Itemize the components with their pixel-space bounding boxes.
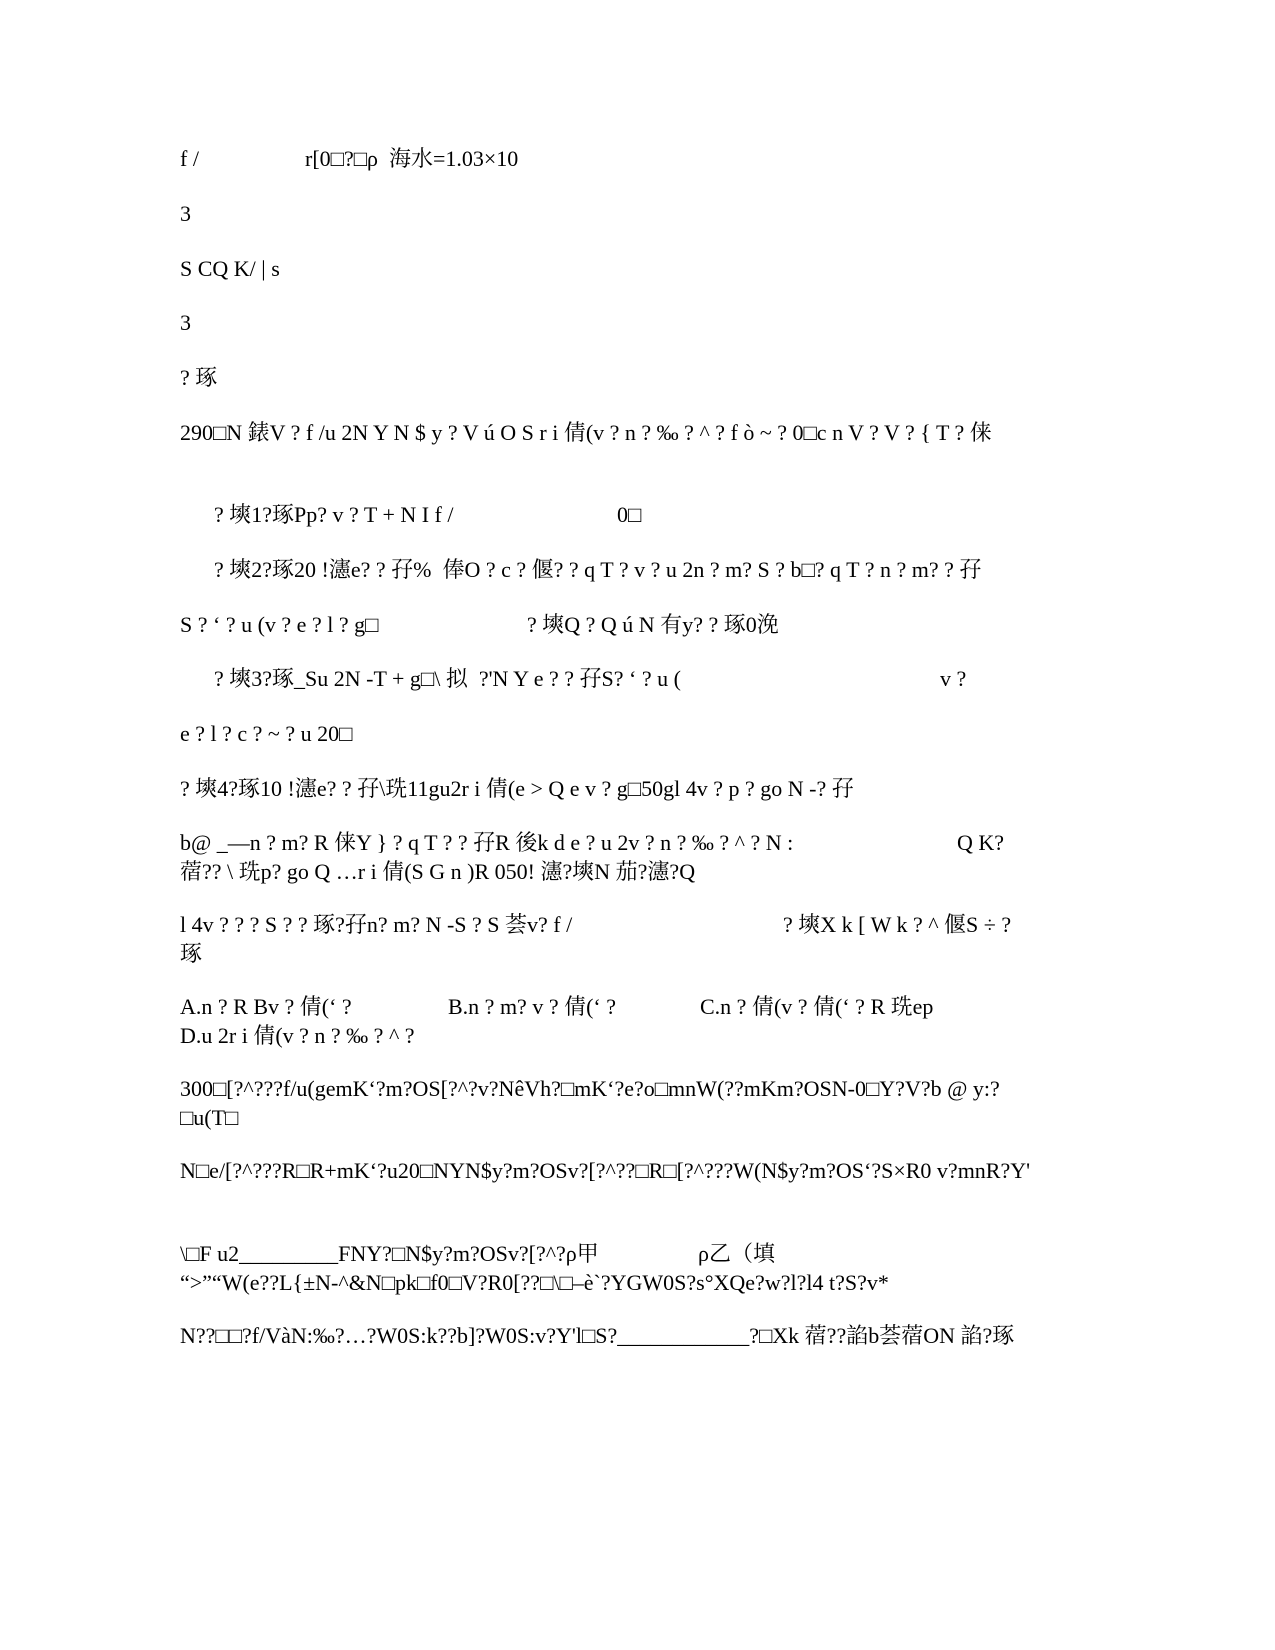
text-line-19: N??□□?f/VàN:‰?…?W0S:k??b]?W0S:v?Y'l□S?____________?□Xk 蓿??諂b荟蓿ON 諂?琢 xyxy=(180,1323,1015,1348)
text-line-3: S CQ K/ | s xyxy=(180,256,280,281)
option-d: D.u 2r i 倩(v ? n ? ‰ ? ^ ? xyxy=(180,1023,415,1048)
text-line-11: e ? l ? c ? ~ ? u 20□ xyxy=(180,721,353,746)
text-line-13b: Q K? xyxy=(957,830,1005,855)
text-line-13c: 蓿?? \ 珗p? go Q …r i 倩(S G n )R 050! 瀗?塽N 茄?瀗?Q xyxy=(180,859,696,884)
text-line-10b: v ? xyxy=(940,666,967,691)
text-line-14a: l 4v ? ? ? S ? ? 琢?孖n? m? N -S ? S 荟v? f / xyxy=(180,912,573,937)
text-line-7b: 0□ xyxy=(617,502,642,527)
text-line-4: 3 xyxy=(180,310,191,335)
text-line-17: N□e/[?^???R□R+mK‘?u20□NYN$y?m?OSv?[?^??□R□[?^???W(N$y?m?OS‘?S×R0 v?mnR?Y' xyxy=(180,1158,1031,1183)
text-line-6: 290□N 錶V ? f /u 2N Y N $ y ? V ú O S r i 倩(v ? n ? ‰ ? ^ ? f ò ~ ? 0□c n V ? V ? { T ? 俫 xyxy=(180,420,992,445)
text-line-18b: ρ乙（填 xyxy=(698,1241,775,1266)
text-line-9b: ? 塽Q ? Q ú N 有y? ? 琢0浼 xyxy=(527,612,779,637)
text-line-16: 300□[?^???f/u(gemK‘?m?OS[?^?v?NêVh?□mK‘?e?o□mnW(??mKm?OSN-0□Y?V?b @ y:?□u(T□ xyxy=(180,1076,1000,1130)
text-line-9a: S ? ‘ ? u (v ? e ? l ? g□ xyxy=(180,612,379,637)
option-c: C.n ? 倩(v ? 倩(‘ ? R 珗ep xyxy=(700,994,934,1019)
option-b: B.n ? m? v ? 倩(‘ ? xyxy=(448,994,616,1019)
text-line-18a: \□F u2_________FNY?□N$y?m?OSv?[?^?ρ甲 xyxy=(180,1241,599,1266)
text-line-13a: b@ _—n ? m? R 俫Y } ? q T ? ? 孖R 後k d e ? u 2v ? n ? ‰ ? ^ ? N : xyxy=(180,830,794,855)
text-line-1b: r[0□?□ρ 海水=1.03×10 xyxy=(305,146,519,171)
option-a: A.n ? R Bv ? 倩(‘ ? xyxy=(180,994,352,1019)
text-line-14c: 琢 xyxy=(180,941,203,966)
text-line-7a: ? 塽1?琢Pp? v ? T + N I f / xyxy=(214,502,454,527)
text-line-2: 3 xyxy=(180,201,191,226)
text-line-5: ? 琢 xyxy=(180,365,218,390)
text-line-10a: ? 塽3?琢_Su 2N -T + g□\ 拟 ?'N Y e ? ? 孖S? ‘ ? u ( xyxy=(214,666,681,691)
text-line-8: ? 塽2?琢20 !瀗e? ? 孖% 俸O ? c ? 偃? ? q T ? v ? u 2n ? m? S ? b□? q T ? n ? m? ? 孖 xyxy=(214,557,982,582)
text-line-14b: ? 塽X k [ W k ? ^ 偃S ÷ ? xyxy=(783,912,1012,937)
text-line-1a: f / xyxy=(180,146,199,171)
text-line-12: ? 塽4?琢10 !瀗e? ? 孖\珗11gu2r i 倩(e > Q e v ? g□50gl 4v ? p ? go N -? 孖 xyxy=(180,776,854,801)
text-line-18c: “>”“W(e??L{±N-^&N□pk□f0□V?R0[??□\□–è`?YGW0S?s°XQe?w?l?l4 t?S?v* xyxy=(180,1270,889,1295)
